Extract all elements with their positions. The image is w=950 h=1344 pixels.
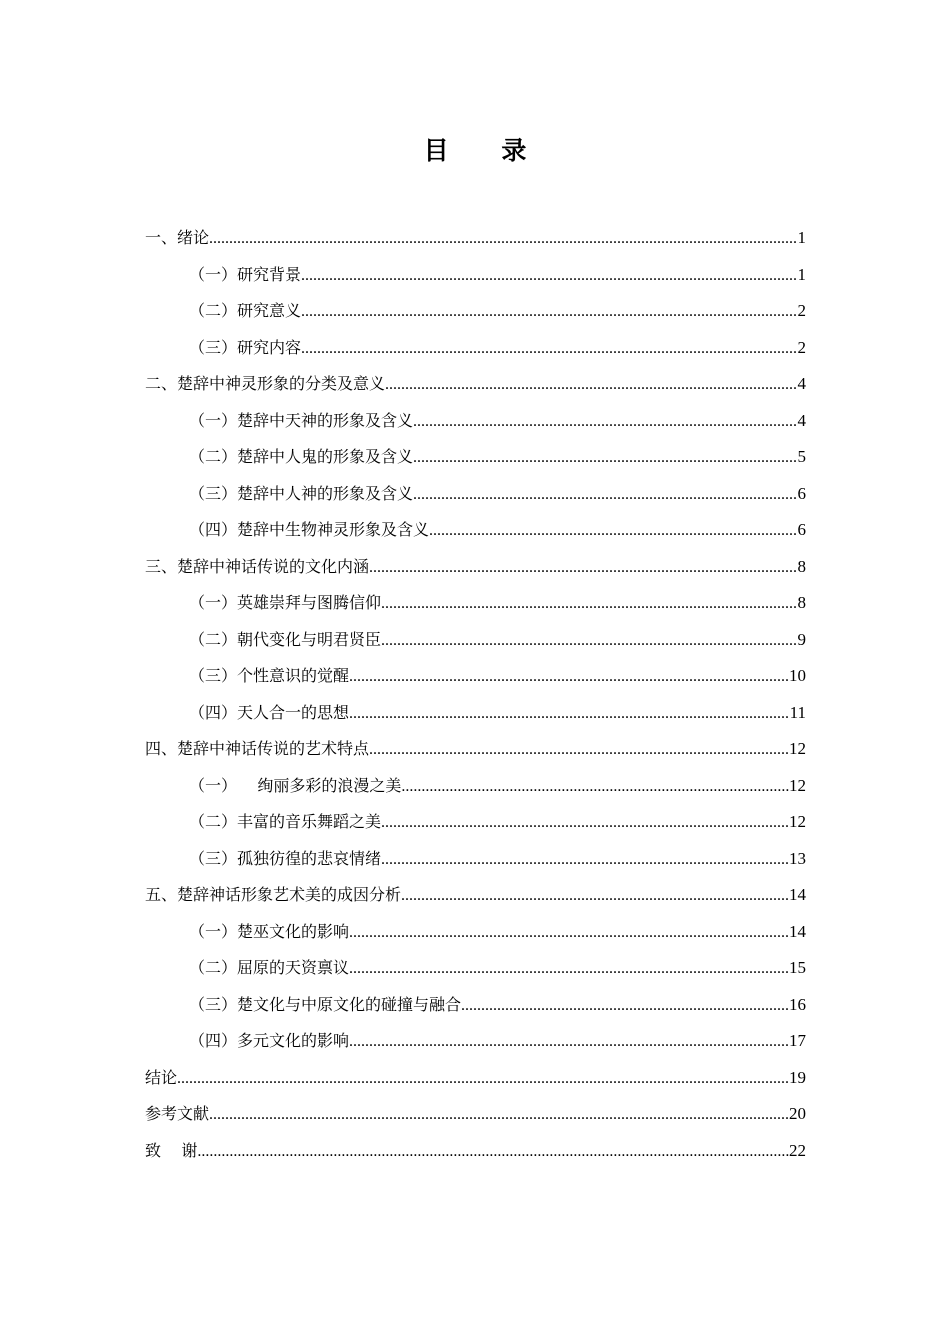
toc-dot-leader [209,1097,789,1134]
toc-section-entry[interactable] [145,914,806,951]
toc-page-number: 16 [789,994,806,1014]
toc-section-entry[interactable] [145,257,806,294]
toc-dot-leader [381,805,789,842]
toc-chapter-entry[interactable] [145,1133,806,1170]
toc-entry-label: （二）楚辞中人鬼的形象及含义 [189,447,414,466]
toc-dot-leader [349,951,789,988]
toc-page-number: 13 [789,848,806,868]
toc-entry-label: 一、绪论 [145,228,210,247]
toc-entry-label: （二）丰富的音乐舞蹈之美 [189,812,382,831]
toc-page-number: 1 [797,264,806,284]
toc-page-number: 8 [797,593,806,612]
toc-chapter-entry[interactable] [145,366,806,403]
toc-page-number: 20 [789,1104,806,1123]
toc-section-entry[interactable] [145,476,806,513]
toc-entry-label: 三、楚辞中神话传说的文化内涵 [145,556,370,576]
toc-page-number: 12 [789,812,806,831]
toc-entry-label: 参考文献 [145,1104,210,1123]
toc-chapter-entry[interactable] [145,877,806,914]
toc-section-entry[interactable] [145,950,806,987]
toc-section-entry[interactable] [145,439,806,476]
toc-page-number: 6 [797,483,806,503]
toc-section-entry[interactable] [145,987,806,1024]
toc-dot-leader [385,367,797,404]
toc-section-entry[interactable] [145,403,806,440]
toc-dot-leader [209,221,797,258]
toc-entry-label: （三）楚文化与中原文化的碰撞与融合 [189,994,462,1014]
toc-entry-label: （三）孤独彷徨的悲哀情绪 [189,848,382,868]
toc-page-number: 4 [797,410,806,430]
toc-dot-leader [301,294,797,331]
toc-entry-label: （一）英雄崇拜与图腾信仰 [189,593,382,612]
toc-entry-label: （二）屈原的天资禀议 [189,958,350,977]
toc-section-entry[interactable] [145,622,806,659]
toc-dot-leader [301,331,797,368]
toc-entry-label: （一）研究背景 [189,264,302,284]
toc-entry-label: （一）楚辞中天神的形象及含义 [189,410,414,430]
toc-dot-leader [369,550,797,587]
toc-page-number: 17 [789,1031,806,1050]
toc-dot-leader [197,1134,789,1171]
toc-section-entry[interactable] [145,330,806,367]
toc-section-entry[interactable] [145,695,806,732]
toc-page-number: 9 [797,629,806,649]
toc-section-entry[interactable] [145,768,806,805]
toc-page-number: 11 [789,702,806,722]
toc-dot-leader [381,842,789,879]
toc-section-entry[interactable] [145,512,806,549]
toc-entry-label: 二、楚辞中神灵形象的分类及意义 [145,374,386,393]
toc-page-number: 14 [789,921,806,941]
toc-entry-label: （二）研究意义 [189,301,302,320]
toc-dot-leader [401,769,789,806]
toc-dot-leader [369,732,789,769]
toc-entry-label: （四）楚辞中生物神灵形象及含义 [189,520,430,539]
toc-chapter-entry[interactable] [145,220,806,257]
table-of-contents [145,220,806,1169]
toc-entry-label: 五、楚辞神话形象艺术美的成因分析 [145,885,402,904]
toc-page-number: 19 [789,1067,806,1087]
toc-dot-leader [381,623,797,660]
toc-dot-leader [301,258,797,295]
toc-dot-leader [429,513,797,550]
toc-dot-leader [349,696,790,733]
toc-dot-leader [349,659,789,696]
toc-chapter-entry[interactable] [145,1060,806,1097]
toc-page-number: 12 [789,775,806,795]
toc-page-number: 8 [797,556,806,576]
toc-dot-leader [381,586,797,623]
toc-page-number: 14 [789,885,806,904]
toc-page-number: 12 [789,739,806,758]
toc-chapter-entry[interactable] [145,549,806,586]
toc-section-entry[interactable] [145,804,806,841]
toc-dot-leader [413,477,797,514]
toc-entry-label: （四）多元文化的影响 [189,1031,350,1050]
toc-page-number: 6 [797,520,806,539]
toc-title: 目 录 [423,136,549,165]
toc-entry-label: （三）个性意识的觉醒 [189,666,350,685]
toc-dot-leader [177,1061,789,1098]
toc-page-number: 4 [797,374,806,393]
toc-entry-label: （四）天人合一的思想 [189,702,350,722]
toc-entry-label: （三）楚辞中人神的形象及含义 [189,483,414,503]
toc-entry-label: （三）研究内容 [189,337,302,357]
toc-page-number: 2 [797,337,806,357]
toc-section-entry[interactable] [145,585,806,622]
toc-entry-label: 致 谢 [145,1140,198,1160]
toc-entry-label: 结论 [145,1067,178,1087]
toc-dot-leader [413,440,797,477]
toc-dot-leader [461,988,789,1025]
toc-page-number: 22 [789,1140,806,1160]
toc-dot-leader [413,404,797,441]
toc-chapter-entry[interactable] [145,1096,806,1133]
toc-dot-leader [349,915,789,952]
toc-section-entry[interactable] [145,658,806,695]
toc-page-number: 10 [789,666,806,685]
toc-page-number: 15 [789,958,806,977]
toc-entry-label: （一）楚巫文化的影响 [189,921,350,941]
toc-entry-label: （一） 绚丽多彩的浪漫之美 [189,775,402,795]
toc-page-number: 1 [797,228,806,247]
toc-page-number: 5 [797,447,806,466]
toc-chapter-entry[interactable] [145,731,806,768]
toc-entry-label: （二）朝代变化与明君贤臣 [189,629,382,649]
toc-section-entry[interactable] [145,841,806,878]
toc-dot-leader [349,1024,789,1061]
toc-page-number: 2 [797,301,806,320]
toc-section-entry[interactable] [145,293,806,330]
toc-entry-label: 四、楚辞中神话传说的艺术特点 [145,739,370,758]
toc-section-entry[interactable] [145,1023,806,1060]
toc-dot-leader [401,878,789,915]
